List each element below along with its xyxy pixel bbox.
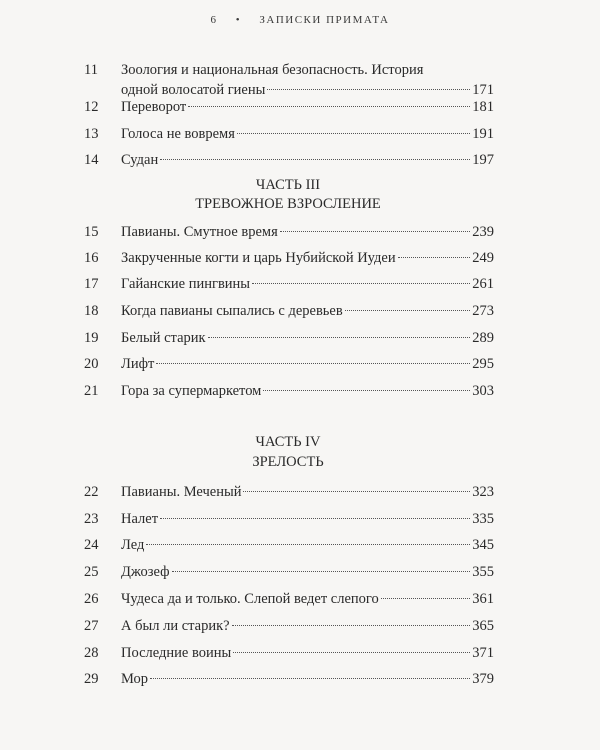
dot-leader	[267, 89, 470, 90]
chapter-number: 26	[84, 591, 99, 607]
chapter-number: 28	[84, 645, 99, 661]
chapter-title: Гайанские пингвины	[121, 276, 251, 292]
part-title: ЗРЕЛОСТЬ	[252, 454, 324, 470]
chapter-title: Лифт	[121, 356, 155, 372]
chapter-number: 15	[84, 224, 99, 240]
chapter-title: Судан	[121, 152, 159, 168]
chapter-number: 17	[84, 276, 99, 292]
chapter-number: 19	[84, 330, 99, 346]
part-title: ТРЕВОЖНОЕ ВЗРОСЛЕНИЕ	[195, 196, 381, 212]
chapter-number: 14	[84, 152, 99, 168]
chapter-number: 12	[84, 99, 99, 115]
chapter-page: 239	[472, 224, 494, 240]
dot-leader	[232, 625, 471, 626]
dot-leader	[263, 390, 470, 391]
dot-leader	[160, 518, 470, 519]
chapter-page: 197	[472, 152, 494, 168]
chapter-title: Павианы. Смутное время	[121, 224, 278, 240]
chapter-number: 23	[84, 511, 99, 527]
chapter-page: 273	[472, 303, 494, 319]
chapter-number: 29	[84, 671, 99, 687]
dot-leader	[398, 257, 471, 258]
chapter-number: 18	[84, 303, 99, 319]
chapter-page: 323	[472, 484, 494, 500]
chapter-page: 365	[472, 618, 494, 634]
dot-leader	[243, 491, 470, 492]
running-header	[0, 14, 600, 26]
chapter-page: 371	[472, 645, 494, 661]
dot-leader	[160, 159, 470, 160]
chapter-title: Мор	[121, 671, 149, 687]
dot-leader	[345, 310, 471, 311]
part-label: ЧАСТЬ III	[255, 177, 321, 193]
chapter-page: 249	[472, 250, 494, 266]
chapter-number: 20	[84, 356, 99, 372]
chapter-title: Закрученные когти и царь Нубийской Иудеи	[121, 250, 396, 266]
chapter-title: одной волосатой гиены	[121, 82, 266, 98]
chapter-number: 25	[84, 564, 99, 580]
chapter-page: 289	[472, 330, 494, 346]
chapter-page: 379	[472, 671, 494, 687]
dot-leader	[280, 231, 470, 232]
chapter-number: 16	[84, 250, 99, 266]
chapter-title: Переворот	[121, 99, 187, 115]
chapter-title-line1: Зоология и национальная безопасность. История	[121, 62, 424, 78]
dot-leader	[188, 106, 470, 107]
chapter-page: 335	[472, 511, 494, 527]
chapter-number: 21	[84, 383, 99, 399]
dot-leader	[237, 133, 470, 134]
dot-leader	[252, 283, 470, 284]
header-bullet: •	[235, 14, 242, 26]
chapter-page: 171	[472, 82, 494, 98]
chapter-page: 261	[472, 276, 494, 292]
page-number: 6	[210, 14, 218, 26]
chapter-page: 295	[472, 356, 494, 372]
chapter-title: Гора за супермаркетом	[121, 383, 262, 399]
chapter-number: 13	[84, 126, 99, 142]
chapter-number: 11	[84, 62, 98, 78]
dot-leader	[233, 652, 470, 653]
chapter-title: Джозеф	[121, 564, 170, 580]
chapter-page: 345	[472, 537, 494, 553]
dot-leader	[146, 544, 470, 545]
dot-leader	[156, 363, 470, 364]
chapter-title: Голоса не вовремя	[121, 126, 235, 142]
chapter-number: 24	[84, 537, 99, 553]
chapter-page: 303	[472, 383, 494, 399]
chapter-title: Белый старик	[121, 330, 206, 346]
chapter-title: Последние воины	[121, 645, 232, 661]
chapter-page: 361	[472, 591, 494, 607]
chapter-number: 27	[84, 618, 99, 634]
chapter-title: Павианы. Меченый	[121, 484, 242, 500]
book-title: ЗАПИСКИ ПРИМАТА	[259, 14, 390, 26]
chapter-title: Когда павианы сыпались с деревьев	[121, 303, 343, 319]
dot-leader	[150, 678, 470, 679]
chapter-number: 22	[84, 484, 99, 500]
chapter-page: 191	[472, 126, 494, 142]
dot-leader	[208, 337, 471, 338]
chapter-title: Налет	[121, 511, 159, 527]
chapter-title: А был ли старик?	[121, 618, 230, 634]
dot-leader	[172, 571, 471, 572]
chapter-page: 181	[472, 99, 494, 115]
chapter-title: Чудеса да и только. Слепой ведет слепого	[121, 591, 379, 607]
chapter-title: Лед	[121, 537, 145, 553]
dot-leader	[381, 598, 470, 599]
part-label: ЧАСТЬ IV	[255, 434, 321, 450]
chapter-page: 355	[472, 564, 494, 580]
